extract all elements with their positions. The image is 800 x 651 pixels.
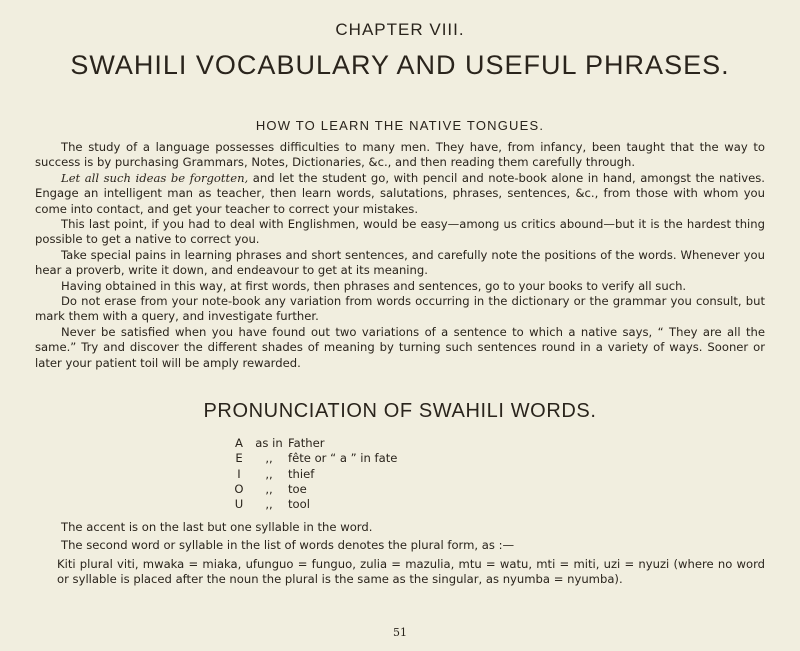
vowel-as: ,,	[265, 466, 273, 481]
vowel-example: thief	[288, 466, 315, 481]
plural-examples: Kiti plural viti, mwaka = miaka, ufunguo = funguo, zulia = mazulia, mtu = watu, mti = miti, uzi = nyuzi (where no word or syllable is placed after the noun the plural is the same as the singular, as nyumba = nyumba).	[57, 556, 765, 587]
vowel-row	[228, 497, 397, 512]
paragraph	[35, 171, 765, 217]
vowel-as: ,,	[265, 497, 273, 512]
vowel-letter: E	[235, 451, 243, 466]
vowel-as: ,,	[265, 481, 273, 496]
section-heading: HOW TO LEARN THE NATIVE TONGUES.	[255, 118, 545, 133]
paragraph: Never be satisfied when you have found out two variations of a sentence to which a native says, “ They are all the same.” Try and discover the different shades of meaning by turning such sentences round in a variety of ways. Sooner or later your patient toil will be amply rewarded.	[35, 324, 765, 370]
body-text	[35, 140, 765, 371]
vowel-table	[228, 436, 397, 512]
vowel-row	[228, 467, 397, 482]
vowel-letter: U	[234, 497, 244, 512]
vowel-letter: O	[234, 481, 244, 496]
vowel-letter: A	[235, 436, 243, 450]
vowel-example: fête or “ a ” in fate	[288, 451, 398, 466]
vowel-example: toe	[288, 481, 307, 496]
page-title: SWAHILI VOCABULARY AND USEFUL PHRASES.	[70, 50, 730, 80]
chapter-heading: CHAPTER VIII.	[335, 20, 465, 39]
paragraph: Take special pains in learning phrases and short sentences, and carefully note the positions of the words. Whenever you hear a proverb, write it down, and endeavour to get at its meaning.	[35, 247, 765, 278]
paragraph: Having obtained in this way, at first words, then phrases and sentences, go to your books to verify all such.	[61, 278, 687, 293]
paragraph: The study of a language possesses difficulties to many men. They have, from infancy, been taught that the way to success is by purchasing Grammars, Notes, Dictionaries, &c., and then reading them carefully through.	[35, 140, 765, 170]
vowel-example: tool	[288, 497, 310, 512]
plural-note: The second word or syllable in the list of words denotes the plural form, as :—	[61, 538, 515, 553]
page-number: 51	[393, 626, 407, 639]
vowel-row	[228, 451, 397, 466]
vowel-row	[228, 436, 397, 451]
pronunciation-heading: PRONUNCIATION OF SWAHILI WORDS.	[203, 400, 597, 422]
italic-phrase: Let all such ideas be forgotten,	[61, 170, 249, 185]
pronunciation-notes	[35, 520, 765, 591]
vowel-as: as in	[255, 436, 283, 450]
paragraph: This last point, if you had to deal with Englishmen, would be easy—among us critics abound—but it is the hardest thing possible to get a native to correct you.	[35, 217, 765, 247]
vowel-row	[228, 482, 397, 497]
vowel-as: ,,	[265, 451, 273, 466]
vowel-example: Father	[288, 436, 325, 450]
paragraph: Do not erase from your note-book any variation from words occurring in the dictionary or the grammar you consult, but mark them with a query, and investigate further.	[35, 294, 765, 324]
accent-note: The accent is on the last but one syllable in the word.	[61, 520, 373, 534]
paragraph-text: and let the student go, with pencil and note-book alone in hand, amongst the natives. Engage an intelligent man as teacher, then learn words, salutations, phrases, sentences, &c., from those with whom you come into contact, and get your teacher to correct your mistakes.	[35, 170, 765, 216]
vowel-letter: I	[237, 466, 241, 481]
